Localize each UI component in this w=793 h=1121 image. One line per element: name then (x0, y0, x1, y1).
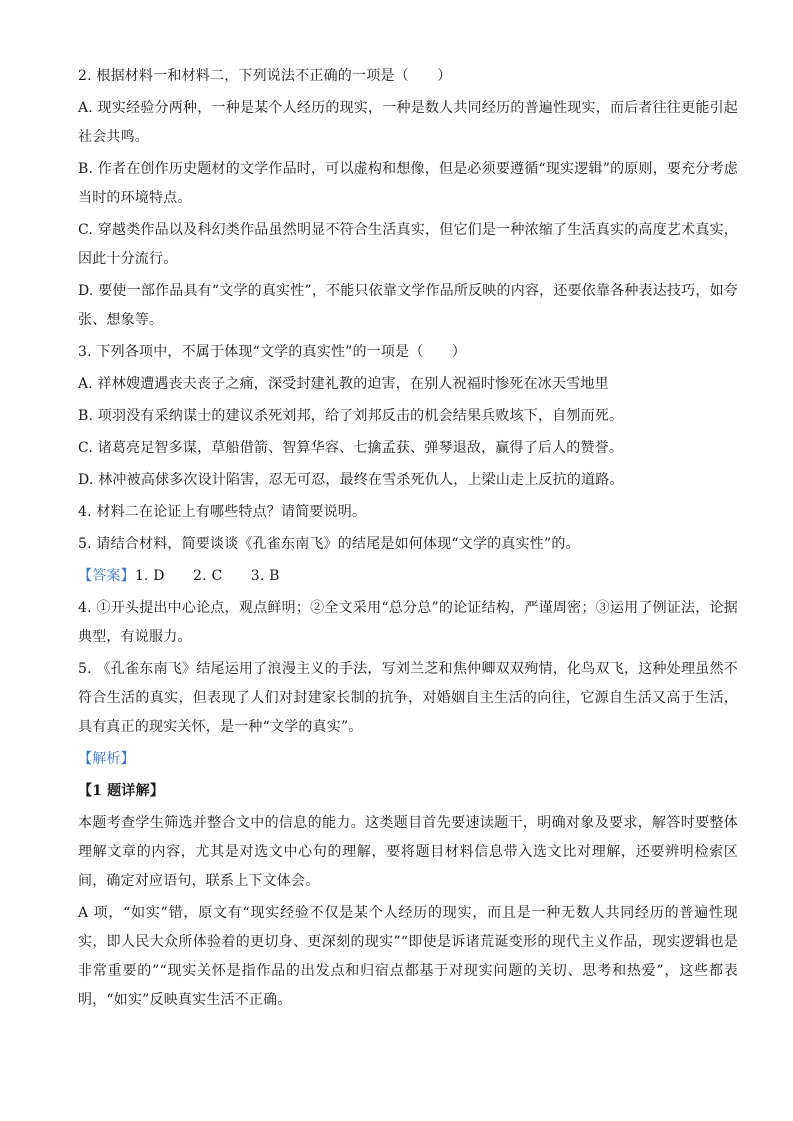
question-5-stem: 5. 请结合材料，简要谈谈《孔雀东南飞》的结尾是如何体现“文学的真实性”的。 (78, 536, 580, 552)
question-3-option-b: B. 项羽没有采纳谋士的建议杀死刘邦，给了刘邦反击的机会结果兵败垓下，自刎而死。 (78, 408, 624, 424)
question-2-option-b: B. 作者在创作历史题材的文学作品时，可以虚构和想像，但是必须要遵循“现实逻辑”的原则，要充分考虑当时的环境特点。 (78, 161, 738, 206)
question-2-option-c: C. 穿越类作品以及科幻类作品虽然明显不符合生活真实，但它们是一种浓缩了生活真实的高度艺术真实，因此十分流行。 (78, 222, 738, 267)
question-2-option-d: D. 要使一部作品具有“文学的真实性”，不能只依靠文学作品所反映的内容，还要依靠各种表达技巧，如夸张、想象等。 (78, 283, 738, 328)
detail-paragraph-1: 本题考查学生筛选并整合文中的信息的能力。这类题目首先要速读题干，明确对象及要求，解答时要整体理解文章的内容，尤其是对选文中心句的理解，要将题目材料信息带入选文比对理解，还要辨明检索区间，确定对应语句，联系上下文体会。 (78, 815, 738, 889)
answer-4: 4. ①开头提出中心论点，观点鲜明；②全文采用“总分总”的论证结构，严谨周密；③运用了例证法，论据典型，有说服力。 (78, 600, 738, 645)
question-2-stem: 2. 根据材料一和材料二，下列说法不正确的一项是（ ） (78, 68, 452, 84)
question-3-option-d: D. 林冲被高俅多次设计陷害，忍无可忍，最终在雪杀死仇人，上梁山走上反抗的道路。 (78, 472, 624, 488)
answer-text: 1. D 2. C 3. B (134, 568, 280, 584)
answer-tag: 【答案】 (78, 568, 135, 584)
document-page (78, 62, 738, 1018)
detail-heading: 【1 题详解】 (78, 783, 165, 799)
analysis-tag: 【解析】 (78, 751, 135, 767)
question-3-option-c: C. 诸葛亮足智多谋，草船借箭、智算华容、七擒孟获、弹琴退敌，赢得了后人的赞誉。 (78, 440, 624, 456)
question-2-option-a: A. 现实经验分两种，一种是某个人经历的现实，一种是数人共同经历的普遍性现实，而后者往往更能引起社会共鸣。 (78, 100, 738, 145)
question-4-stem: 4. 材料二在论证上有哪些特点？请简要说明。 (78, 504, 367, 520)
question-3-stem: 3. 下列各项中，不属于体现“文学的真实性”的一项是（ ） (78, 344, 467, 360)
question-3-option-a: A. 祥林嫂遭遇丧夫丧子之痛，深受封建礼教的迫害，在别人祝福时惨死在冰天雪地里 (78, 376, 609, 392)
answer-line (78, 562, 738, 591)
detail-paragraph-2: A 项，“如实”错，原文有“现实经验不仅是某个人经历的现实，而且是一种无数人共同经历的普遍性现实，即人民大众所体验着的更切身、更深刻的现实”“即使是诉诸荒诞变形的现代主义作品，现实逻辑也是非常重要的”“现实关怀是指作品的出发点和归宿点都基于对现实问题的关切、思考和热爱”，这些都表明，“如实”反映真实生活不正确。 (78, 905, 738, 1008)
answer-5: 5. 《孔雀东南飞》结尾运用了浪漫主义的手法，写刘兰芝和焦仲卿双双殉情，化鸟双飞，这种处理虽然不符合生活的真实，但表现了人们对封建家长制的抗争，对婚姻自主生活的向往，它源自生活又高于生活，具有真正的现实关怀，是一种“文学的真实”。 (78, 661, 738, 735)
